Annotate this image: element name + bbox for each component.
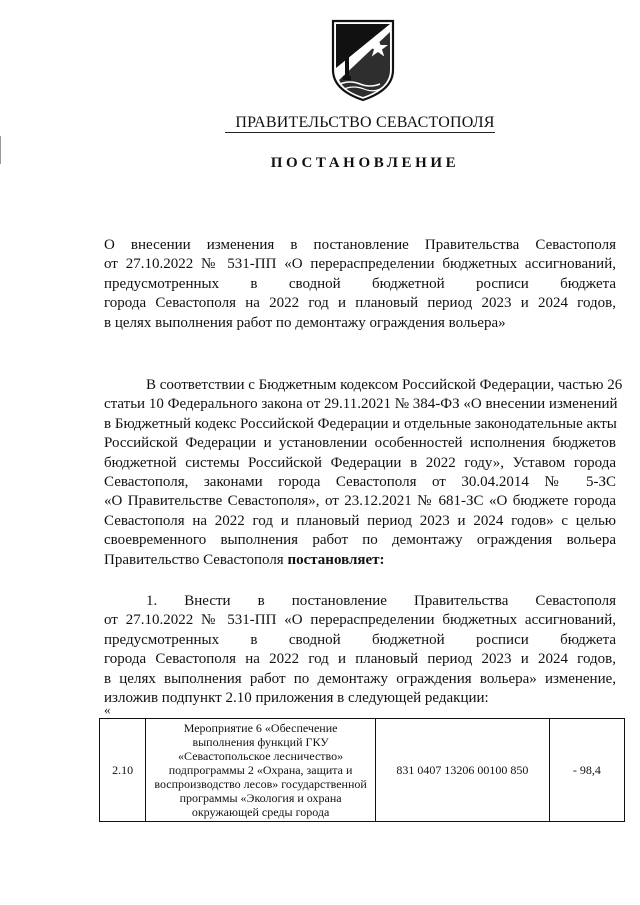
document-heading [104,236,616,333]
measure-name-line: окружающей среды города [191,805,330,819]
preamble-line: бюджетной системы Российской Федерации в 2022 году», Уставом города [104,454,616,471]
measure-name-line: «Севастопольское лесничество» [178,749,344,763]
preamble-line: В соответствии с Бюджетным кодексом Российской Федерации, частью 26 [146,377,623,393]
amendment-table [99,718,625,822]
heading-line: от 27.10.2022 № 531-ПП «О перераспределении бюджетных ассигнований, [104,256,616,273]
amount-value: - 98,4 [549,719,624,822]
table-row [100,719,625,822]
item-1-line: изложив подпункт 2.10 приложения в следующей редакции: [104,690,489,707]
heading-line: города Севастополя на 2022 год и плановый период 2023 и 2024 годов, [104,295,616,312]
organization-title: ПРАВИТЕЛЬСТВО СЕВАСТОПОЛЯ [235,114,495,131]
heading-line: О внесении изменения в постановление Правительства Севастополя [104,237,616,253]
budget-code: 831 0407 13206 00100 850 [375,719,549,822]
item-1-line: в целях выполнения работ по демонтажу ограждения вольера» изменение, [104,670,616,687]
preamble-subject: Правительство Севастополя [104,551,284,568]
sevastopol-coat-of-arms-icon [330,18,396,102]
preamble-line: своевременного выполнения работ по демонтажу ограждения вольера [104,532,616,549]
measure-name-line: подпрограммы 2 «Охрана, защита и [168,763,353,777]
preamble-line: в Бюджетный кодекс Российской Федерации и отдельные законодательные акты [104,415,617,432]
measure-name [146,719,376,822]
measure-name-line: Мероприятие 6 «Обеспечение [183,721,338,735]
measure-name-line: воспроизводство лесов» государственной [154,777,367,791]
item-1-line: от 27.10.2022 № 531-ПП «О перераспределении бюджетных ассигнований, [104,612,616,629]
item-1-line: предусмотренных в сводной бюджетной росписи бюджета [104,631,616,648]
heading-line: в целях выполнения работ по демонтажу ограждения вольера» [104,314,506,331]
preamble-line: Севастополя на 2022 год и плановый период 2023 и 2024 годов» с целью [104,512,616,529]
item-1-line: города Севастополя на 2022 год и плановый период 2023 и 2024 годов, [104,651,616,668]
item-1-line: 1. Внести в постановление Правительства Севастополя [146,593,616,609]
item-1-paragraph [104,592,616,708]
measure-name-line: выполнения функций ГКУ [192,735,329,749]
scan-margin-mark [0,136,1,164]
measure-name-line: программы «Экология и охрана [179,791,342,805]
preamble-line: статьи 10 Федерального закона от 29.11.2021 № 384-ФЗ «О внесении изменений [104,396,618,413]
preamble-line: Севастополя, законами города Севастополя от 30.04.2014 № 5-ЗС [104,474,616,491]
resolution-verb: постановляет: [287,551,385,568]
opening-quote: « [104,702,111,717]
preamble-line: Российской Федерации и установлении особенностей исполнения бюджетов [104,435,616,452]
heading-line: предусмотренных в сводной бюджетной росписи бюджета [104,275,616,292]
document-type: ПОСТАНОВЛЕНИЕ [270,155,460,171]
row-number: 2.10 [100,719,146,822]
title-underline [225,132,495,133]
preamble-line-final [104,551,616,570]
preamble-line: «О Правительстве Севастополя», от 23.12.2021 № 681-ЗС «О бюджете города [104,493,616,510]
preamble-paragraph [104,376,623,570]
